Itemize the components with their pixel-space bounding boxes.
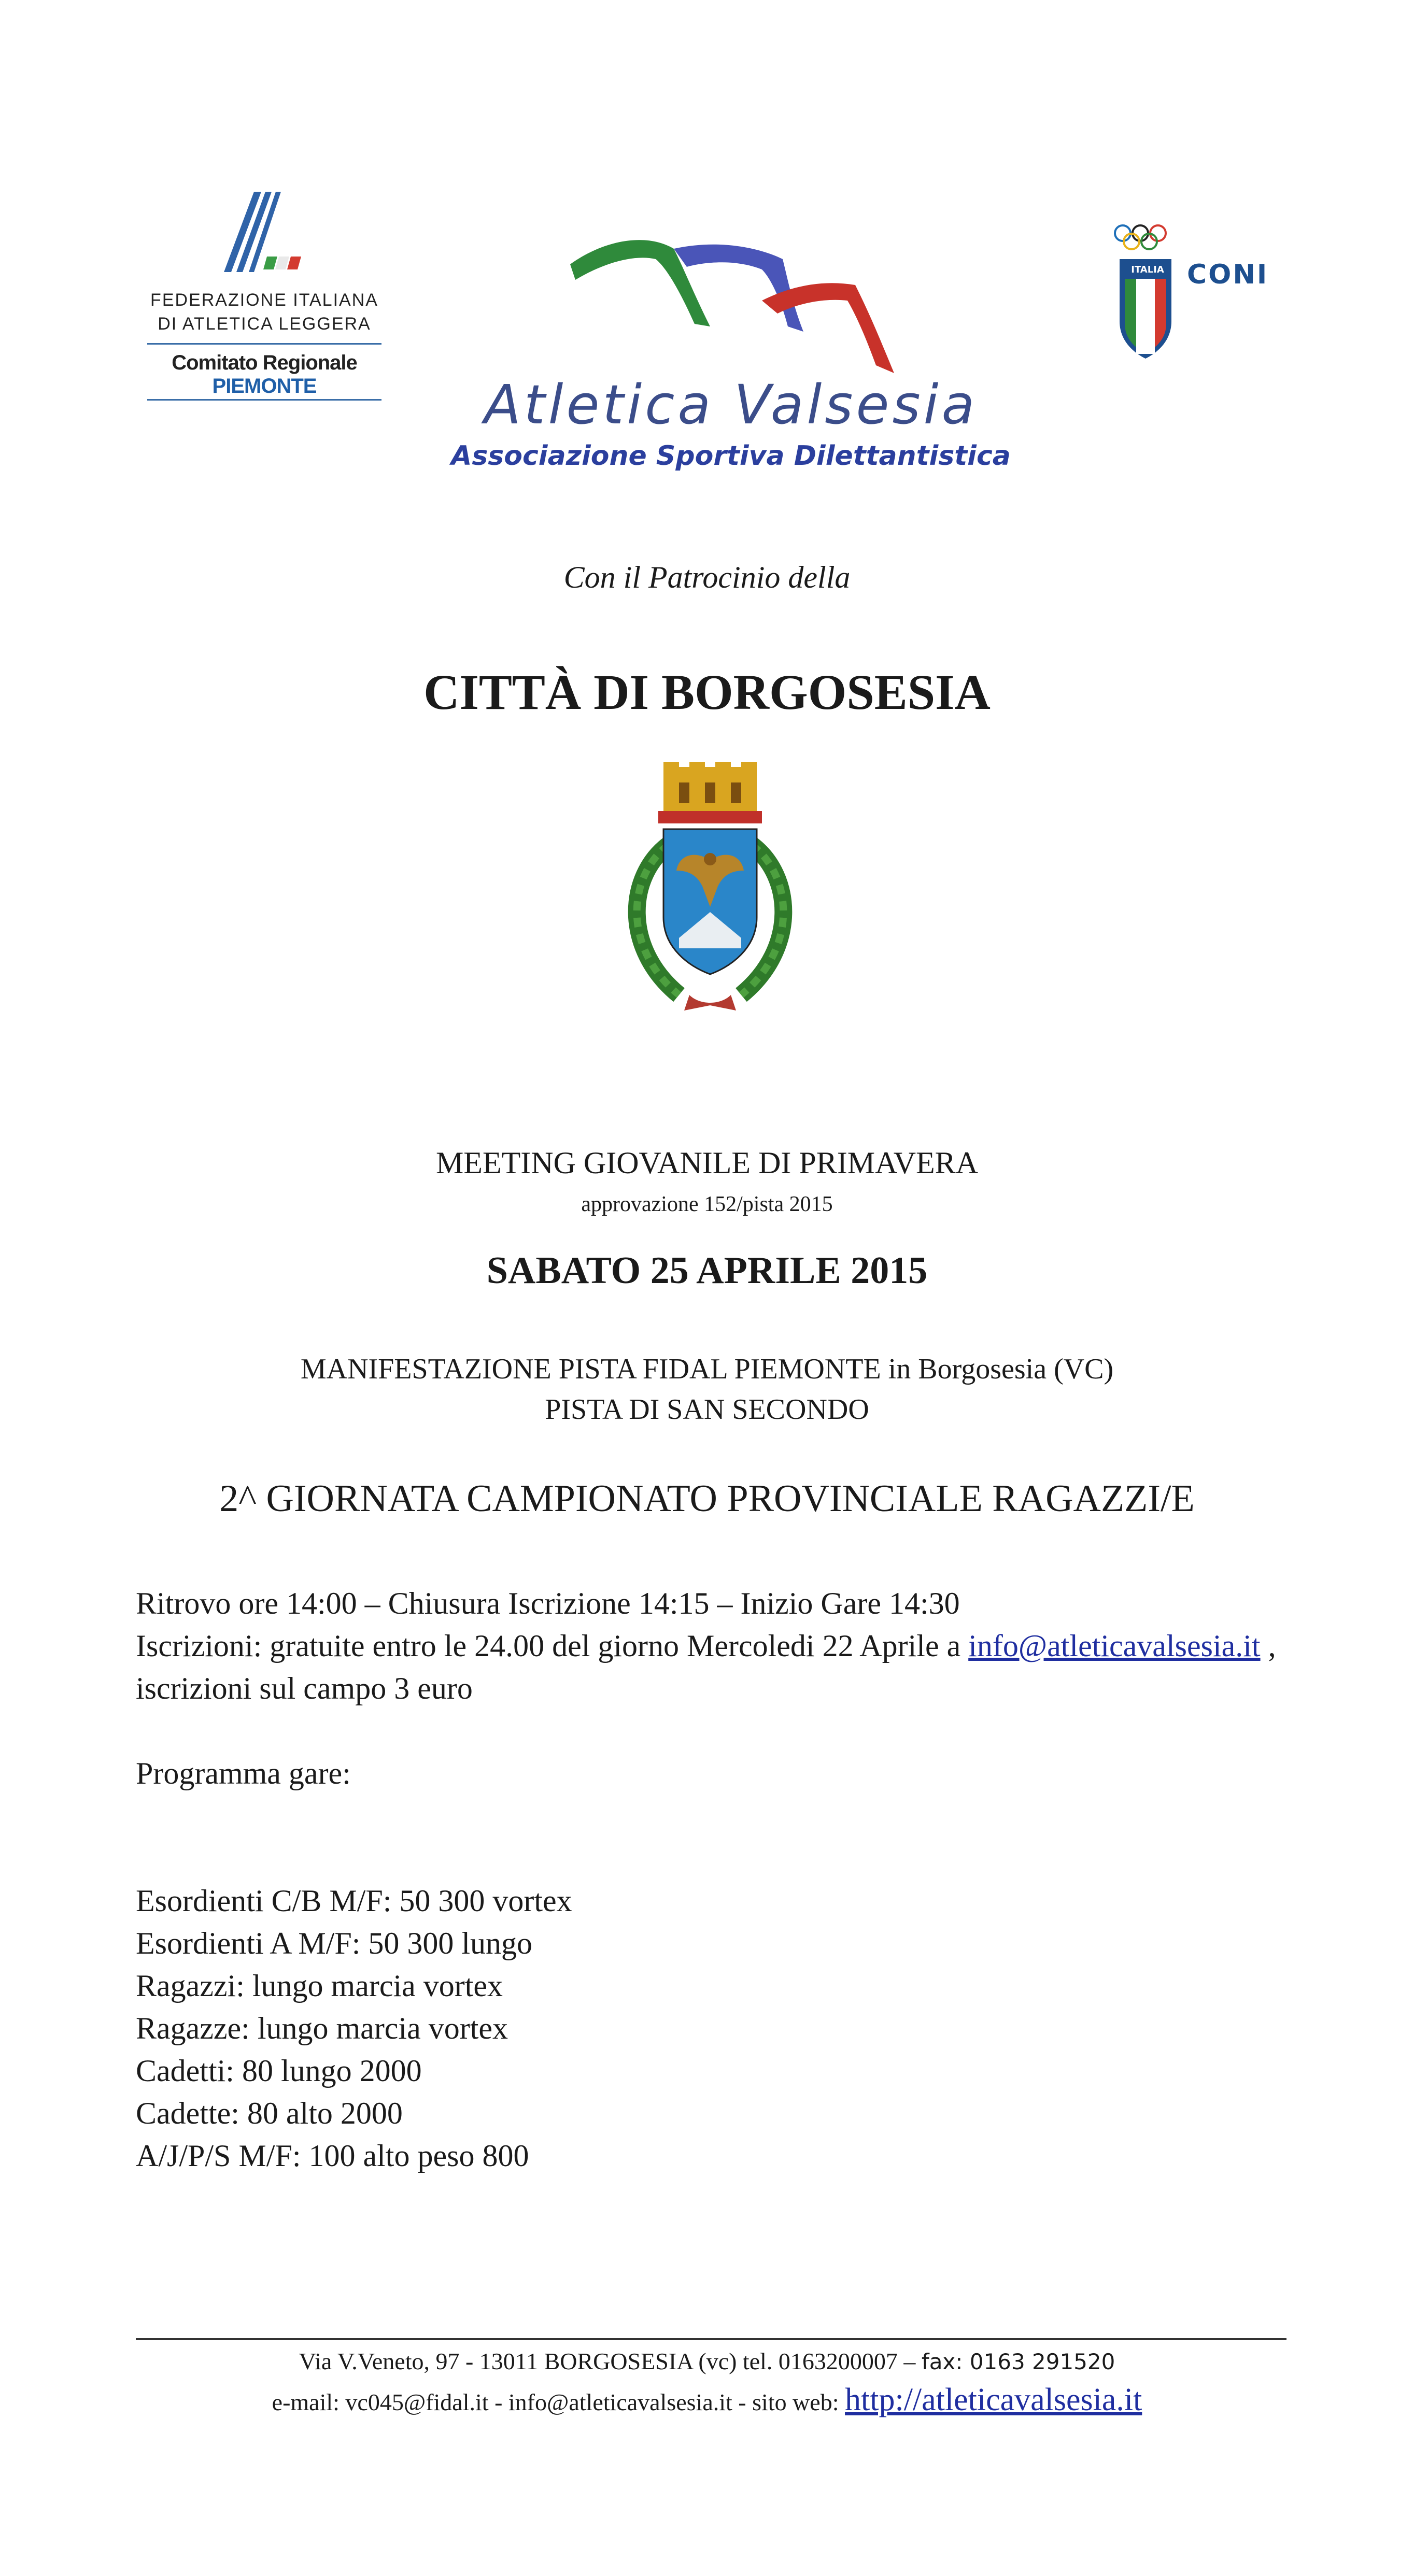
event-approval: approvazione 152/pista 2015 [581,1192,833,1216]
fidal-logo [140,187,389,415]
registration-email-link[interactable]: info@atleticavalsesia.it [968,1629,1261,1663]
program-item: Ragazzi: lungo marcia vortex [136,1969,503,2003]
coni-name: CONI [1187,259,1269,290]
registration-onsite-line: iscrizioni sul campo 3 euro [136,1671,473,1705]
footer-address: Via V.Veneto, 97 - 13011 BORGOSESIA (vc) tel. 0163200007 – fax: 0163 291520 [299,2348,1115,2374]
fidal-divider [147,343,381,345]
fidal-committee: Comitato Regionale PIEMONTE [172,351,357,397]
borgosesia-crest [606,762,814,1031]
coni-shield-text: ITALIA [1131,264,1164,275]
valsesia-subtitle: Associazione Sportiva Dilettantistica [451,440,1011,472]
crest-icon [606,762,814,1031]
schedule-line: Ritrovo ore 14:00 – Chiusura Iscrizione 14:15 – Inizio Gare 14:30 [136,1586,960,1620]
event-title: MEETING GIOVANILE DI PRIMAVERA [435,1146,979,1180]
coni-logo [1109,218,1280,363]
event-date: SABATO 25 APRILE 2015 [486,1249,928,1292]
fidal-stripes-icon [140,187,389,290]
footer-contacts: e-mail: vc045@fidal.it - info@atleticavalsesia.it - sito web: http://atleticavalsesia.it [272,2382,1142,2417]
program-item: Ragazze: lungo marcia vortex [136,2011,508,2045]
website-link[interactable]: http://atleticavalsesia.it [845,2382,1142,2417]
city-title: CITTÀ DI BORGOSESIA [423,664,991,720]
registration-line: Iscrizioni: gratuite entro le 24.00 del giorno Mercoledi 22 Aprile a info@atleticavalsesia.it , [136,1629,1276,1663]
fidal-name-line1: FEDERAZIONE ITALIANA [150,290,378,310]
event-venue: PISTA DI SAN SECONDO [545,1393,869,1426]
patronage-label: Con il Patrocinio della [563,560,851,594]
program-heading: Programma gare: [136,1756,351,1790]
olympic-rings-icon [1109,218,1182,363]
mountains-icon [451,218,1011,373]
footer-divider [136,2338,1286,2340]
event-manifestation: MANIFESTAZIONE PISTA FIDAL PIEMONTE in Borgosesia (VC) [300,1353,1114,1385]
fidal-divider-bottom [147,399,381,401]
championship-title: 2^ GIORNATA CAMPIONATO PROVINCIALE RAGAZZI/E [219,1477,1195,1520]
fidal-name-line2: DI ATLETICA LEGGERA [158,314,371,334]
valsesia-name: Atletica Valsesia [484,373,978,436]
program-item: Cadette: 80 alto 2000 [136,2096,403,2130]
program-item: Esordienti A M/F: 50 300 lungo [136,1926,533,1960]
program-item: A/J/P/S M/F: 100 alto peso 800 [136,2139,529,2173]
program-item: Cadetti: 80 lungo 2000 [136,2054,422,2088]
atletica-valsesia-logo [451,218,1011,487]
program-item: Esordienti C/B M/F: 50 300 vortex [136,1884,572,1918]
